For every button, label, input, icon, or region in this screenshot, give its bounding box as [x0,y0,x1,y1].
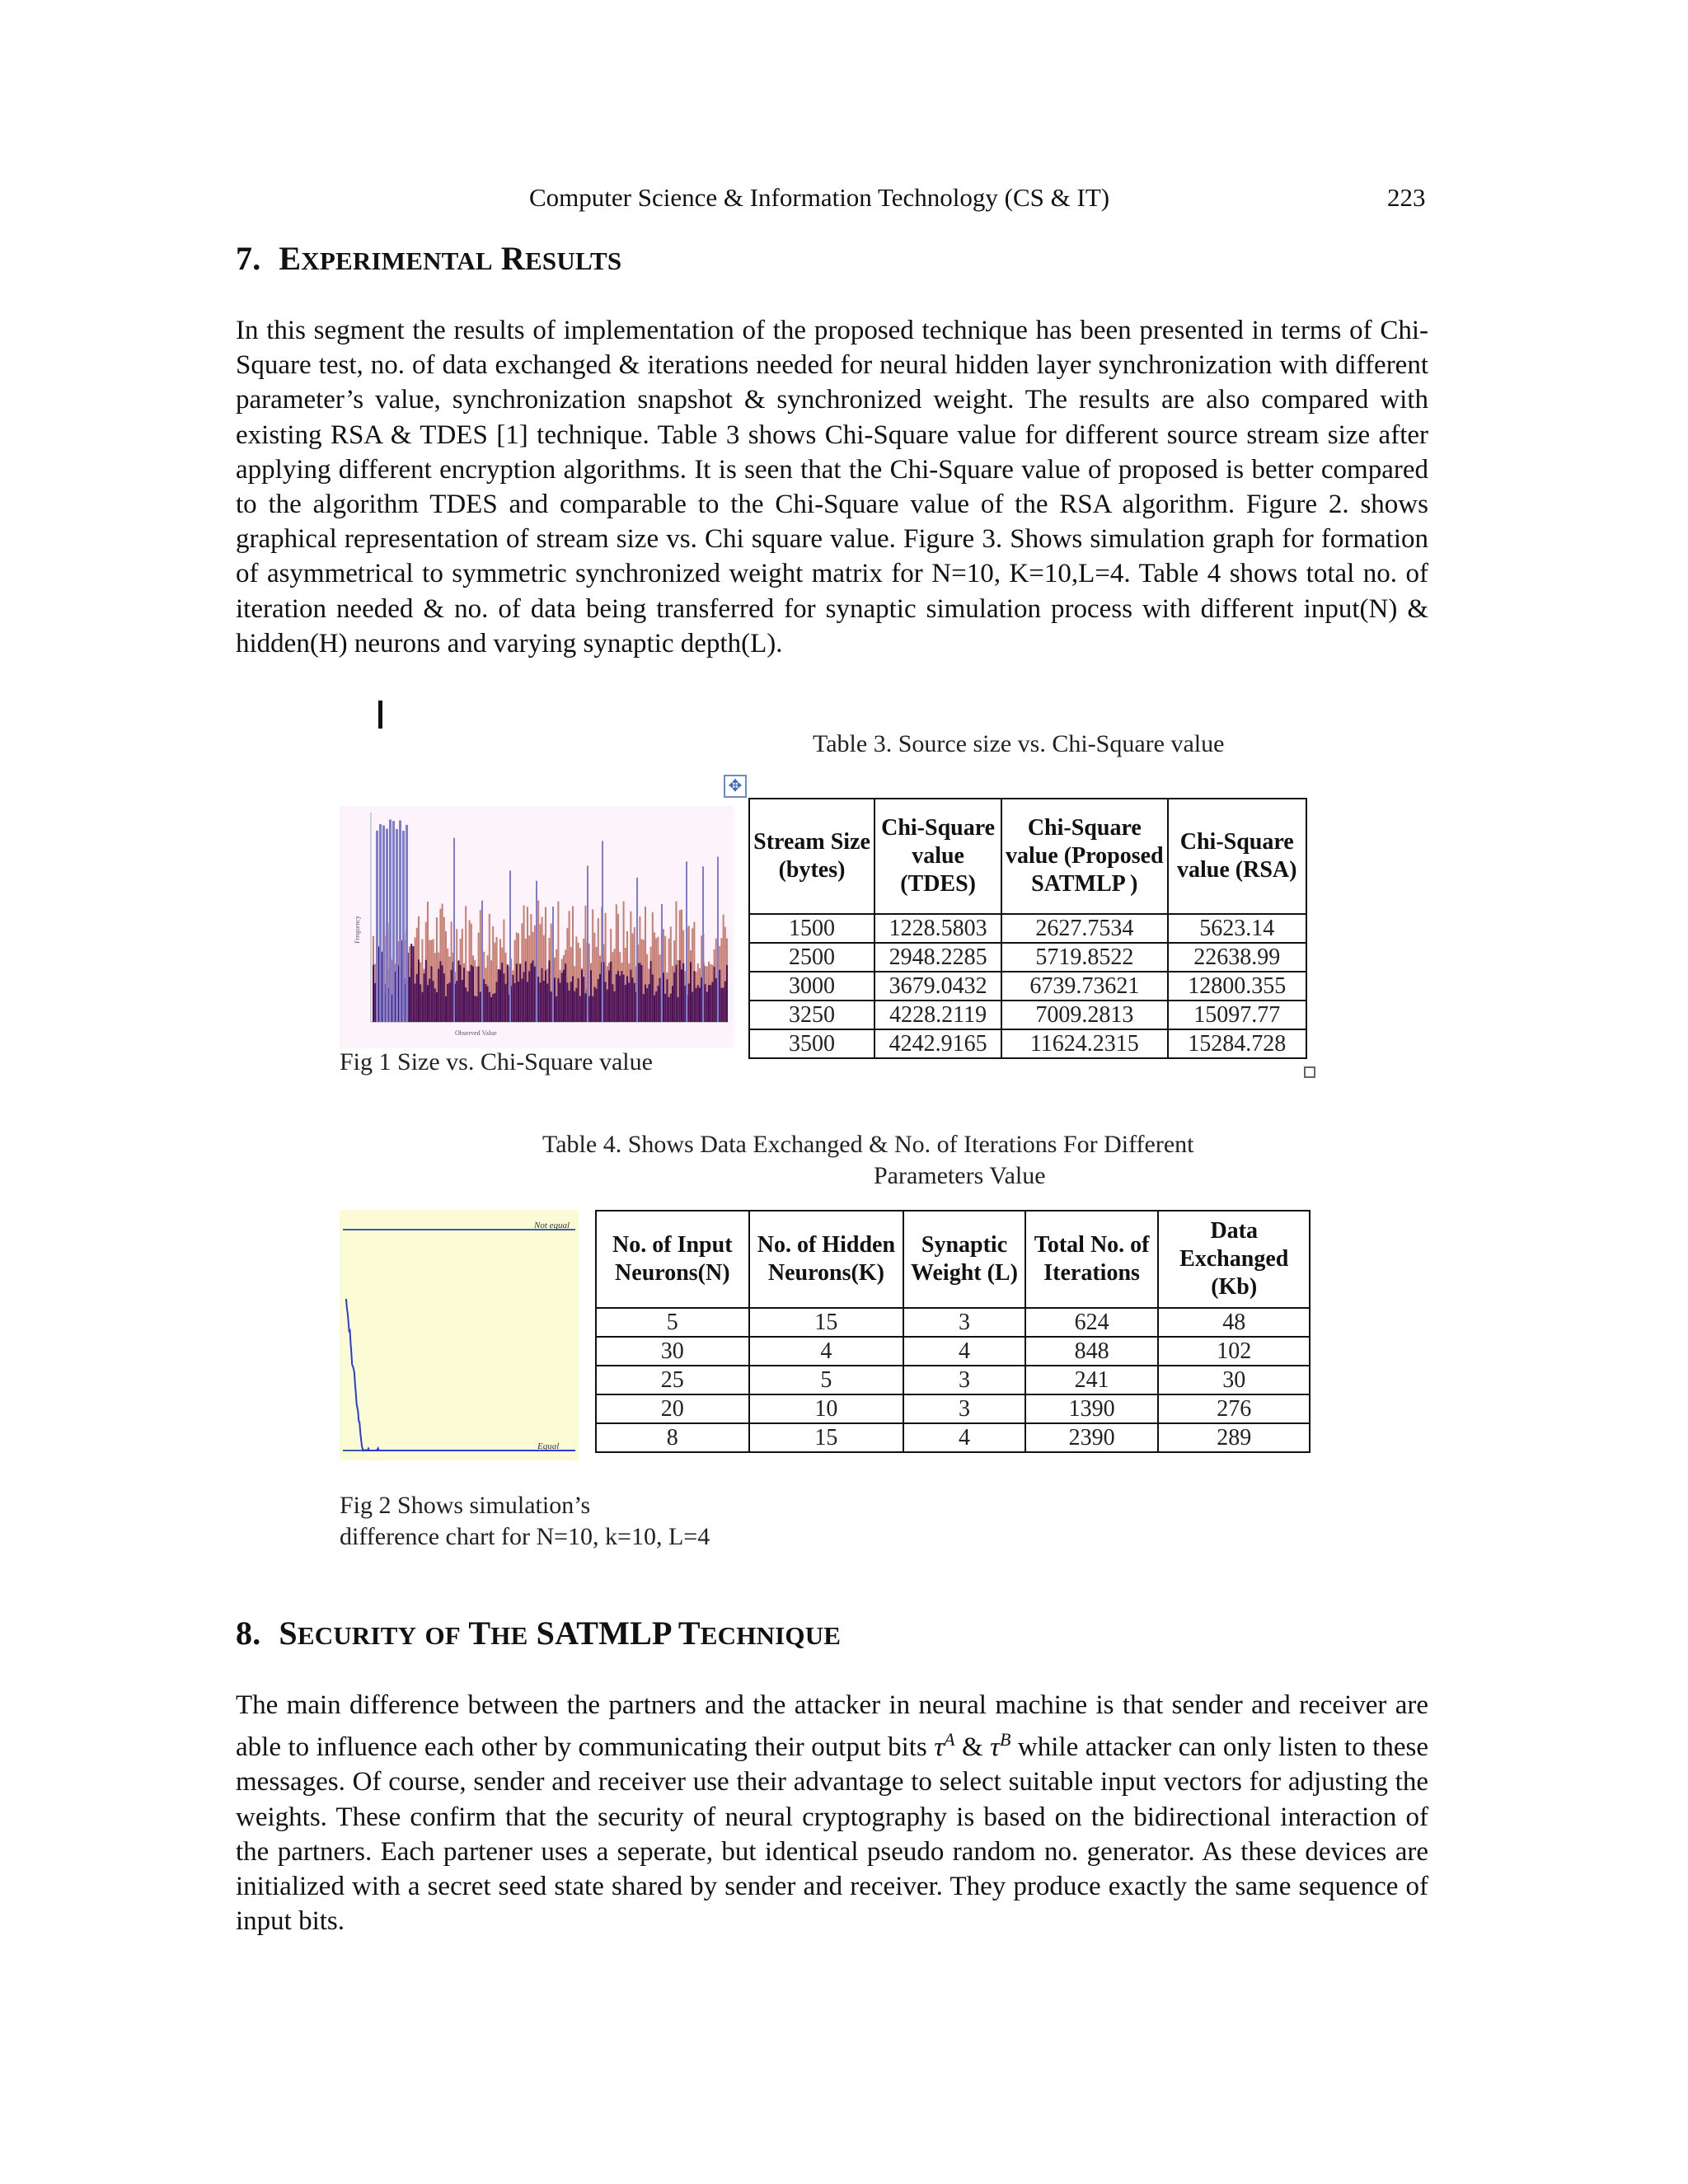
fig1-bar [514,983,516,1022]
fig1-bar [463,968,465,1022]
fig1-svg [340,806,734,1048]
fig1-bar [480,991,481,1022]
fig1-bar [554,977,556,1022]
fig1-bar [563,970,565,1022]
fig1-bar [714,967,715,1022]
table4-caption-line1: Table 4. Shows Data Exchanged & No. of Iterations For Different [542,1131,1194,1158]
fig1-bar [543,981,545,1022]
fig1-bar [406,825,408,1022]
fig2-top-label: Not equal [534,1221,570,1230]
fig1-x-label: Observed Value [455,1029,497,1037]
fig2-bottom-label: Equal [537,1441,560,1451]
fig1-bar [717,857,719,1022]
fig1-bar [530,963,532,1022]
fig1-bar [374,983,376,1022]
fig1-bar [686,861,687,1022]
fig1-bar [481,901,483,1022]
fig1-bar [610,962,612,1022]
page-number: 223 [1387,183,1426,212]
fig1-bar [389,819,392,1022]
fig1-bar [630,970,631,1022]
fig1-bar [570,982,572,1022]
fig1-bar [483,979,485,1022]
tau-b-symbol: $\tau^B$ [990,1729,1011,1763]
fig1-bar [503,973,504,1022]
fig1-bar [621,971,622,1022]
table-row: 2500 2948.2285 5719.8522 22638.99 [749,943,1306,972]
fig1-bar [527,982,528,1022]
fig1-bar [453,838,455,1022]
fig1-bar [646,988,648,1022]
fig1-bar [434,988,436,1022]
fig1-bar [539,982,541,1022]
tau-a-symbol: $\tau^A$ [934,1729,955,1763]
fig1-bar [557,978,559,1022]
fig1-bar [396,829,398,1022]
fig1-caption: Fig 1 Size vs. Chi-Square value [340,1048,653,1076]
fig1-bar [675,965,677,1022]
fig1-bar [575,988,577,1022]
fig1-bar [412,946,414,1022]
fig1-bar [701,977,702,1022]
fig1-bar [561,972,563,1022]
fig2-background [340,1210,579,1460]
fig1-bar [499,970,501,1022]
fig1-bar [485,984,486,1022]
running-head [0,183,1688,224]
fig1-bar [682,963,684,1022]
fig1-bar [588,996,590,1022]
fig1-bar [639,963,640,1022]
table3-header-cell: Stream Size (bytes) [749,799,874,914]
table4-header-cell: Data Exchanged (Kb) [1158,1211,1310,1308]
fig1-bar [587,865,588,1022]
table3-caption: Table 3. Source size vs. Chi-Square value [813,730,1225,757]
fig1-bar [552,907,554,1022]
fig1-bar [664,994,666,1022]
fig1-bar [650,961,652,1022]
fig1-bar [532,960,534,1022]
fig1-bar [710,985,711,1022]
fig1-bar [379,824,382,1022]
fig1-bar [690,962,692,1022]
fig1-bar [668,997,670,1022]
fig1-bar [501,963,503,1022]
table-row: 5 15 3 624 48 [596,1308,1310,1337]
fig1-bar [373,965,374,1022]
fig1-bar [465,987,467,1022]
fig1-bar [519,964,521,1022]
fig1-bar [692,992,693,1022]
fig1-bar [641,965,643,1022]
fig2-caption-line1: Fig 2 Shows simulation’s [340,1492,591,1519]
fig1-bar [509,870,511,1022]
table3 [748,798,1307,1059]
fig1-bar [569,991,570,1022]
table-row: 8 15 4 2390 289 [596,1423,1310,1452]
fig1-bar [715,978,717,1022]
section-7-paragraph: In this segment the results of implementation of the proposed technique has been presented in terms of Chi-Square test, no. of data exchanged & iterations needed for neural hidden layer synchronization with different parameter’s value, synchronization snapshot & synchronized weight. The results are also compared with existing RSA & TDES [1] technique. Table 3 shows Chi-Square value for different source stream size after applying different encryption algorithms. It is seen that the Chi-Square value of proposed is better compared to the algorithm TDES and comparable to the Chi-Square value of the RSA algorithm. Figure 2. shows graphical representation of stream size vs. Chi square value. Figure 3. Shows simulation graph for formation of asymmetrical to symmetric synchronized weight matrix for N=10, K=10,L=4. Table 4 shows total no. of iteration needed & no. of data being transferred for synaptic simulation process with different input(N) & hidden(H) neurons and varying synaptic depth(L). [236,316,1428,658]
fig1-bar [382,826,385,1022]
table-row: 25 5 3 241 30 [596,1366,1310,1394]
fig1-bar [537,977,539,1022]
fig1-bar [648,984,649,1022]
fig1-bar [476,996,477,1022]
fig1-bar [433,981,434,1022]
fig1-bar [498,969,499,1022]
fig1-bar [416,974,418,1022]
fig1-bar [542,968,543,1022]
fig1-bar [617,971,619,1022]
fig1-bar [670,994,672,1022]
fig1-bar [565,963,566,1022]
fig1-bar [711,982,713,1022]
fig1-bar [462,980,463,1022]
fig1-bar [410,944,412,1022]
fig1-bar [592,996,593,1022]
table-row: 20 10 3 1390 276 [596,1394,1310,1423]
fig1-bar [634,983,635,1022]
fig1-bar [726,965,728,1022]
fig1-bar [599,974,601,1022]
fig1-bar [663,972,664,1022]
fig1-bar [507,964,509,1022]
table-row: 1500 1228.5803 2627.7534 5623.14 [749,914,1306,943]
fig1-bar [706,992,708,1022]
table3-header-cell: Chi-Square value (RSA) [1168,799,1307,914]
fig1-bar [489,992,490,1022]
table4 [595,1210,1311,1453]
section-8-paragraph: The main difference between the partners and the attacker in neural machine is that sender and receiver are able to influence each other by communicating their output bits $\tau^A$ & $\tau^B$ while attacker can only listen to these messages. Of course, sender and receiver use their advantage to select suitable input vectors for adjusting the weights. These confirm that the security of neural cryptography is based on the bidirectional interaction of the partners. Each partener uses a seperate, but identical pseudo random no. generator. As these devices are initialized with a secret seed state shared by sender and receiver. They produce exactly the same sequence of input bits. [236,1690,1428,1937]
fig1-bar [460,965,462,1022]
fig1-bar [579,996,581,1022]
fig1-bar [614,991,616,1022]
fig1-bar [661,904,663,1022]
fig1-bar [612,984,613,1022]
fig1-bar [376,831,378,1022]
table-move-handle-icon[interactable]: ✥ [724,775,747,798]
fig1-bar [521,979,523,1022]
table4-header-cell: No. of Input Neurons(N) [596,1211,749,1308]
fig1-bar [566,982,568,1022]
fig1-bar [523,972,525,1022]
fig1-bar [632,977,634,1022]
fig1-bar [708,985,710,1022]
fig1-bar [402,831,405,1022]
fig1-bar [602,841,603,1022]
fig1-bar [673,972,675,1022]
fig1-bar [652,974,654,1022]
fig2-caption-line2: difference chart for N=10, k=10, L=4 [340,1523,710,1550]
fig1-bar [418,959,420,1022]
fig1-bar [445,996,447,1022]
fig1-bar [688,983,690,1022]
fig1-bar [574,991,575,1022]
table-row: 3250 4228.2119 7009.2813 15097.77 [749,1001,1306,1029]
section-7-heading: 7. EXPERIMENTAL RESULTS [236,240,622,277]
fig1-bar [548,960,550,1022]
fig1-bar [467,991,468,1022]
fig1-bar [474,996,476,1022]
table-row: 30 4 4 848 102 [596,1337,1310,1366]
fig1-y-label: Frequency [354,916,361,944]
fig2-svg [340,1210,579,1460]
fig1-bar [525,961,527,1022]
table4-caption-line2: Parameters Value [874,1162,1046,1189]
fig1-bar [626,976,628,1022]
section-8-heading: 8. SECURITY OF THE SATMLP TECHNIQUE [236,1615,842,1652]
table-resize-handle[interactable] [1304,1066,1315,1078]
fig1-bar [724,982,726,1022]
fig1-bar [578,978,579,1022]
fig1-bar [536,881,537,1022]
fig1-bar [705,984,706,1022]
fig1-bar [628,982,630,1022]
fig1-bar [469,972,471,1022]
fig1-bar [443,973,445,1022]
fig1-bar [546,983,548,1022]
table-row: 3500 4242.9165 11624.2315 15284.728 [749,1029,1306,1058]
fig1-bar [448,982,450,1022]
fig1-bar [490,997,492,1022]
fig1-bar [447,984,448,1022]
fig2-chart [340,1210,579,1460]
fig1-bar [593,987,595,1022]
fig1-bar [472,967,474,1022]
fig1-bar [720,988,722,1022]
fig1-bar [605,982,607,1022]
fig1-bar [430,966,432,1022]
fig1-bar [399,820,401,1022]
fig1-bar [492,994,494,1022]
fig1-bar [415,983,416,1022]
fig1-bar [678,997,679,1022]
fig1-bar [425,960,427,1022]
fig1-bar [719,970,720,1022]
fig1-bar [596,989,598,1022]
fig1-bar [616,974,617,1022]
fig1-bar [392,821,395,1022]
fig1-bar [429,979,430,1022]
fig1-bar [457,960,459,1022]
fig1-bar [494,993,495,1022]
fig1-bar [386,829,388,1022]
fig1-bar [636,878,638,1022]
text-cursor [378,701,382,729]
fig1-bar [657,986,659,1022]
fig1-bar [699,987,701,1022]
fig1-bar [560,982,561,1022]
fig1-bar [456,981,457,1022]
fig1-bar [436,992,438,1022]
fig1-bar [421,992,423,1022]
fig1-bar [625,985,626,1022]
fig1-bar [659,978,661,1022]
fig1-bar [581,970,583,1022]
fig1-bar [518,982,519,1022]
fig1-bar [590,970,592,1022]
fig1-bar [643,994,645,1022]
fig1-bar [427,985,429,1022]
fig1-bar [655,991,657,1022]
fig1-chart [340,806,734,1048]
fig1-bar [496,982,498,1022]
fig1-bar [654,996,655,1022]
fig1-bar [556,996,557,1022]
fig1-bar [583,977,584,1022]
fig1-bar [471,965,472,1022]
fig1-bar [607,990,608,1022]
table4-header-cell: No. of Hidden Neurons(K) [749,1211,904,1308]
fig1-bar [420,984,421,1022]
fig1-bar [528,971,530,1022]
fig1-bar [693,971,695,1022]
fig1-bar [696,988,697,1022]
fig1-bar [623,975,625,1022]
fig1-bar [487,987,489,1022]
fig1-bar [598,979,599,1022]
fig1-bar [534,967,536,1022]
fig1-bar [442,965,443,1022]
fig1-bar [672,986,673,1022]
table-row: 3000 3679.0432 6739.73621 12800.355 [749,972,1306,1001]
fig1-bar [572,976,574,1022]
fig1-bar [516,963,518,1022]
journal-title: Computer Science & Information Technology (CS & IT) [529,183,1110,212]
fig1-bar [478,967,480,1022]
fig1-bar [439,961,441,1022]
fig1-bar [645,984,646,1022]
fig1-bar [438,969,439,1022]
table3-header-cell: Chi-Square value (TDES) [874,799,1001,914]
fig1-bar [679,960,681,1022]
fig1-bar [551,991,552,1022]
fig1-bar [512,975,513,1022]
fig1-bar [409,977,410,1022]
fig1-bar [608,970,610,1022]
fig1-bar [451,970,452,1022]
fig1-bar [702,866,704,1022]
fig1-bar [666,979,668,1022]
fig1-bar [619,976,621,1022]
fig1-bar [723,988,724,1022]
fig1-bar [697,985,699,1022]
table3-header-cell: Chi-Square value (Proposed SATMLP ) [1001,799,1167,914]
table4-header-cell: Total No. of Iterations [1025,1211,1159,1308]
table4-header-cell: Synaptic Weight (L) [903,1211,1025,1308]
fig1-bar [424,973,425,1022]
fig1-bar [505,984,507,1022]
fig1-bar [584,993,586,1022]
fig1-bar [681,969,682,1022]
fig1-bar [545,971,546,1022]
